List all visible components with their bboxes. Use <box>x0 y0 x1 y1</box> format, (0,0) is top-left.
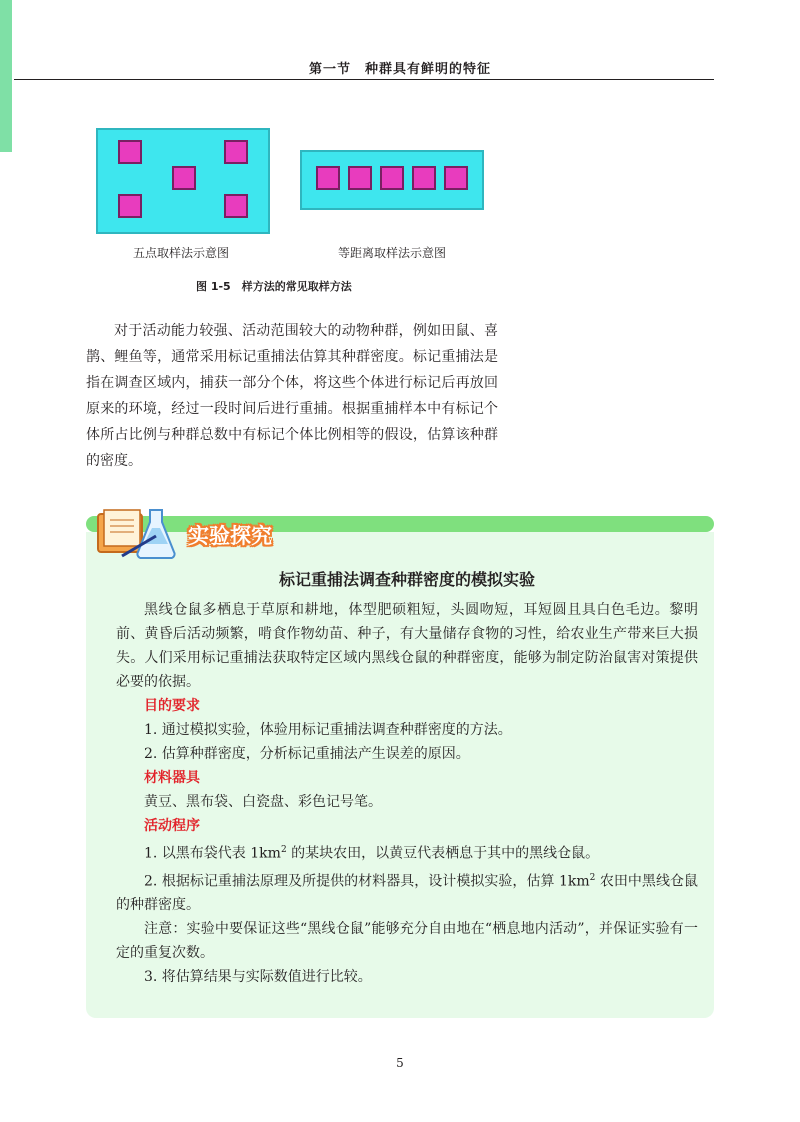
body-paragraph: 对于活动能力较强、活动范围较大的动物种群，例如田鼠、喜鹊、鲤鱼等，通常采用标记重捕法估算其种群密度。标记重捕法是指在调查区域内，捕获一部分个体，将这些个体进行标记后再放回原来的环境，经过一段时间后进行重捕。根据重捕样本中有标记个体所占比例与种群总数中有标记个体比例相等的假设，估算该种群的密度。 <box>86 323 498 469</box>
step-2-text: 2. 根据标记重捕法原理及所提供的材料器具，设计模拟实验，估算 1km <box>144 873 590 890</box>
page-number: 5 <box>396 1056 404 1070</box>
step-2-text-cont: 农田中黑线仓鼠的种群密度。 <box>116 873 698 914</box>
sample-square <box>412 166 436 190</box>
superscript: 2 <box>280 845 287 855</box>
procedure-step-2 <box>116 866 698 918</box>
body-text <box>86 318 498 474</box>
folder-flask-icon <box>92 506 182 562</box>
sample-square <box>380 166 404 190</box>
sample-square <box>444 166 468 190</box>
five-point-caption: 五点取样法示意图 <box>132 246 229 260</box>
goal-item: 2. 估算种群密度，分析标记重捕法产生误差的原因。 <box>144 746 470 762</box>
sample-square <box>316 166 340 190</box>
sample-square <box>118 140 142 164</box>
equidistant-caption: 等距离取样法示意图 <box>337 246 446 260</box>
header-rule <box>14 79 714 80</box>
procedure-step-3: 3. 将估算结果与实际数值进行比较。 <box>144 969 372 986</box>
sample-square <box>172 166 196 190</box>
goals-heading: 目的要求 <box>144 698 200 714</box>
experiment-title: 标记重捕法调查种群密度的模拟实验 <box>278 570 535 589</box>
sample-square <box>348 166 372 190</box>
goal-item: 1. 通过模拟实验，体验用标记重捕法调查种群密度的方法。 <box>144 722 512 738</box>
sample-square <box>118 194 142 218</box>
procedure-step-1 <box>116 838 698 866</box>
step-1-text: 1. 以黑布袋代表 1km <box>144 845 281 862</box>
materials-heading: 材料器具 <box>144 770 200 786</box>
running-header: 第一节 种群具有鲜明的特征 <box>308 62 491 77</box>
section-banner-title: 实验探究 <box>188 524 272 548</box>
procedure-heading: 活动程序 <box>144 818 200 834</box>
superscript: 2 <box>589 872 596 883</box>
procedure-note: 注意：实验中要保证这些“黑线仓鼠”能够充分自由地在“栖息地内活动”，并保证实验有一定的重复次数。 <box>116 921 698 962</box>
equidistant-sampling-diagram <box>300 150 484 210</box>
experiment-content <box>116 568 698 989</box>
sample-square <box>224 194 248 218</box>
sample-square <box>224 140 248 164</box>
step-1-text-cont: 的某块农田，以黄豆代表栖息于其中的黑线仓鼠。 <box>286 845 600 862</box>
five-point-sampling-diagram <box>96 128 270 234</box>
materials-text: 黄豆、黑布袋、白瓷盘、彩色记号笔。 <box>144 794 382 810</box>
experiment-intro: 黑线仓鼠多栖息于草原和耕地，体型肥硕粗短，头圆吻短，耳短圆且具白色毛边。黎明前、黄昏后活动频繁，啃食作物幼苗、种子，有大量储存食物的习性，给农业生产带来巨大损失。人们采用标记重捕法获取特定区域内黑线仓鼠的种群密度，能够为制定防治鼠害对策提供必要的依据。 <box>116 602 698 690</box>
figure-caption: 图 1-5 样方法的常见取样方法 <box>196 280 352 293</box>
